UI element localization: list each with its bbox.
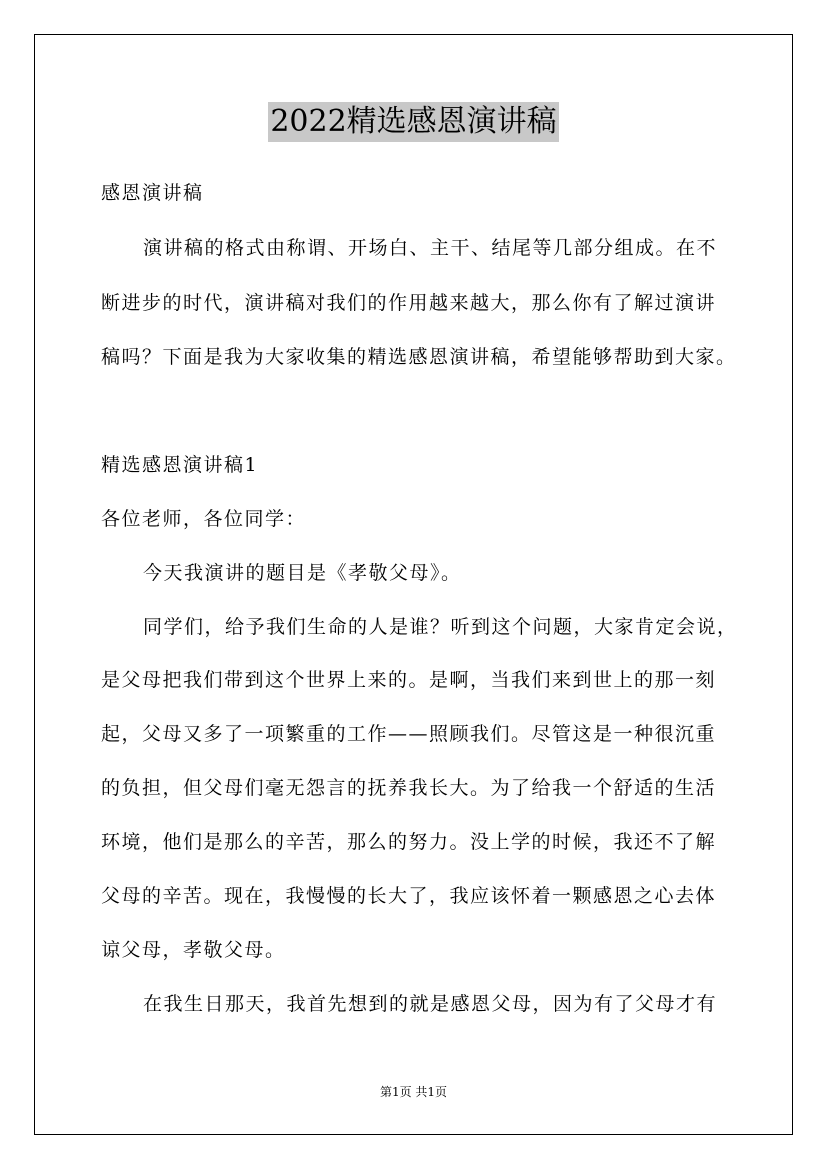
body-line: 同学们，给予我们生命的人是谁？听到这个问题，大家肯定会说， [143, 616, 738, 638]
title-container [0, 102, 827, 142]
page-footer: 第1页 共1页 [379, 1085, 448, 1099]
document-title: 2022精选感恩演讲稿 [268, 102, 558, 142]
salutation: 各位老师，各位同学： [101, 508, 307, 530]
body-line: 起，父母又多了一项繁重的工作——照顾我们。尽管这是一种很沉重 [101, 723, 717, 745]
subtitle: 感恩演讲稿 [101, 182, 204, 204]
body-line: 谅父母，孝敬父母。 [101, 939, 286, 961]
body-line: 父母的辛苦。现在，我慢慢的长大了，我应该怀着一颗感恩之心去体 [101, 885, 717, 907]
body-line: 的负担，但父母们毫无怨言的抚养我长大。为了给我一个舒适的生活 [101, 777, 717, 799]
body-line: 在我生日那天，我首先想到的就是感恩父母，因为有了父母才有 [143, 993, 718, 1015]
body-line: 是父母把我们带到这个世界上来的。是啊，当我们来到世上的那一刻 [101, 669, 717, 691]
intro-line: 稿吗？下面是我为大家收集的精选感恩演讲稿，希望能够帮助到大家。 [101, 346, 737, 368]
intro-line: 演讲稿的格式由称谓、开场白、主干、结尾等几部分组成。在不 [143, 237, 718, 259]
intro-line: 断进步的时代，演讲稿对我们的作用越来越大，那么你有了解过演讲 [101, 292, 717, 314]
body-line: 今天我演讲的题目是《孝敬父母》。 [143, 562, 462, 584]
section-heading: 精选感恩演讲稿1 [101, 454, 259, 476]
body-line: 环境，他们是那么的辛苦，那么的努力。没上学的时候，我还不了解 [101, 831, 717, 853]
